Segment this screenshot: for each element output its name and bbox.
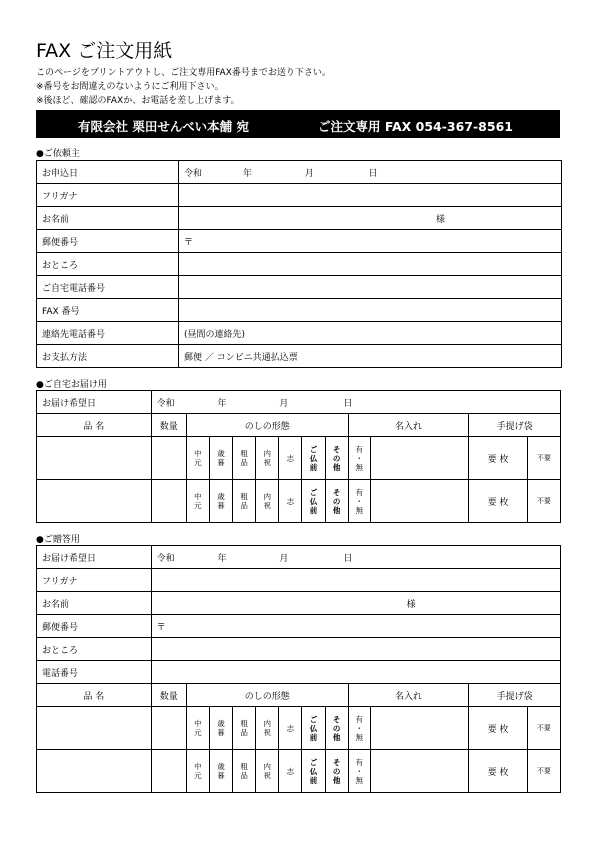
furigana-field[interactable] [151, 569, 560, 592]
vertical-char: 他 [332, 732, 341, 742]
noshi-option-seibo[interactable] [209, 750, 232, 793]
vertical-char: 有 [355, 757, 363, 767]
home-phone-field[interactable] [179, 276, 562, 299]
vertical-char: ・ [355, 766, 363, 776]
vertical-char: 有 [355, 714, 363, 724]
vertical-char: 他 [332, 462, 341, 472]
noshi-option-sohin[interactable] [233, 480, 256, 523]
vertical-char: ご [309, 444, 318, 454]
vertical-char: 祝 [263, 501, 272, 510]
quantity-field[interactable] [151, 707, 186, 750]
vertical-char: 仏 [309, 723, 318, 733]
vertical-char: 内 [263, 762, 272, 771]
noshi-option-chugen[interactable] [186, 707, 209, 750]
vertical-char: 前 [309, 732, 318, 742]
vertical-char: 志 [286, 453, 295, 463]
noshi-option-seibo[interactable] [209, 707, 232, 750]
label-name: お名前 [37, 592, 152, 615]
noshi-option-other[interactable] [325, 480, 348, 523]
noshi-option-seibo[interactable] [209, 437, 232, 480]
vertical-char: 仏 [309, 453, 318, 463]
vertical-char: 内 [263, 449, 272, 458]
noshi-option-uchiiwai[interactable] [256, 750, 279, 793]
home-delivery-table [36, 390, 561, 523]
vertical-char: 無 [355, 462, 363, 472]
section-title-gift: ●ご贈答用 [36, 535, 80, 545]
vertical-char: 元 [194, 728, 202, 737]
noshi-option-uchiiwai[interactable] [256, 437, 279, 480]
gift-table [36, 545, 561, 793]
phone-field[interactable] [151, 661, 560, 684]
header-noshi: のしの形態 [186, 684, 348, 707]
label-fax: FAX 番号 [37, 299, 179, 322]
address-field[interactable] [151, 638, 560, 661]
label-home-phone: ご自宅電話番号 [37, 276, 179, 299]
vertical-char: 元 [194, 771, 202, 780]
page-title: FAX ご注文用紙 [36, 40, 173, 62]
header-bag: 手提げ袋 [469, 684, 561, 707]
item-name-field[interactable] [37, 480, 152, 523]
noshi-option-kokorozashi[interactable] [279, 707, 302, 750]
order-row [37, 437, 561, 480]
name-print-toggle[interactable] [348, 437, 370, 480]
bag-need-field[interactable]: 要 枚 [469, 750, 527, 793]
vertical-char: 品 [240, 771, 248, 780]
vertical-char: 品 [240, 501, 248, 510]
postal-code-field[interactable]: 〒 [151, 615, 560, 638]
bag-none-option[interactable]: 不要 [527, 437, 560, 480]
vertical-char: 中 [194, 449, 202, 458]
vertical-char: 中 [194, 492, 202, 501]
name-print-toggle[interactable] [348, 480, 370, 523]
bag-need-field[interactable]: 要 枚 [469, 707, 527, 750]
payment-method-field[interactable]: 郵便 ／ コンビニ共通払込票 [179, 345, 562, 368]
vertical-char: 歳 [217, 762, 225, 771]
vertical-char: 粗 [240, 449, 248, 458]
header-item-name: 品 名 [37, 684, 152, 707]
vertical-char: 暮 [217, 728, 225, 737]
quantity-field[interactable] [151, 750, 186, 793]
noshi-option-kokorozashi[interactable] [279, 750, 302, 793]
header-bag: 手提げ袋 [469, 414, 561, 437]
company-name: 有限会社 栗田せんべい本舗 宛 [78, 119, 249, 134]
vertical-char: の [332, 453, 341, 463]
vertical-char: 無 [355, 775, 363, 785]
instruction-note: ※番号をお間違えのないようにご利用下さい。 [36, 82, 224, 92]
name-print-field[interactable] [370, 750, 469, 793]
bag-none-option[interactable]: 不要 [527, 750, 560, 793]
application-date-field[interactable]: 令和 年 月 日 [179, 161, 562, 184]
instruction-note: このページをプリントアウトし、ご注文専用FAX番号までお送り下さい。 [36, 68, 331, 78]
contact-phone-field[interactable]: (昼間の連絡先) [179, 322, 562, 345]
vertical-char: 無 [355, 505, 363, 515]
delivery-date-field[interactable]: 令和 年 月 日 [151, 546, 560, 569]
vertical-char: ・ [355, 453, 363, 463]
noshi-option-kokorozashi[interactable] [279, 480, 302, 523]
vertical-char: そ [332, 487, 341, 497]
quantity-field[interactable] [151, 437, 186, 480]
fax-field[interactable] [179, 299, 562, 322]
noshi-option-other[interactable] [325, 437, 348, 480]
noshi-option-gobutsuzen[interactable] [302, 437, 325, 480]
vertical-char: 暮 [217, 771, 225, 780]
delivery-date-field[interactable]: 令和 年 月 日 [151, 391, 560, 414]
header-name-print: 名入れ [348, 414, 469, 437]
label-furigana: フリガナ [37, 569, 152, 592]
vertical-char: ご [309, 757, 318, 767]
noshi-option-chugen[interactable] [186, 750, 209, 793]
vertical-char: 内 [263, 719, 272, 728]
name-field[interactable]: 様 [151, 592, 560, 615]
vertical-char: 祝 [263, 458, 272, 467]
vertical-char: 品 [240, 458, 248, 467]
noshi-option-gobutsuzen[interactable] [302, 707, 325, 750]
vertical-char: 他 [332, 775, 341, 785]
fax-number: ご注文専用 FAX 054-367-8561 [318, 119, 513, 134]
vertical-char: 志 [286, 496, 295, 506]
vertical-char: ご [309, 487, 318, 497]
label-name: お名前 [37, 207, 179, 230]
header-item-name: 品 名 [37, 414, 152, 437]
name-field[interactable]: 様 [179, 207, 562, 230]
noshi-option-other[interactable] [325, 750, 348, 793]
bag-none-option[interactable]: 不要 [527, 480, 560, 523]
vertical-char: 祝 [263, 771, 272, 780]
label-delivery-date: お届け希望日 [37, 391, 152, 414]
label-furigana: フリガナ [37, 184, 179, 207]
bag-none-option[interactable]: 不要 [527, 707, 560, 750]
item-name-field[interactable] [37, 750, 152, 793]
vertical-char: 有 [355, 487, 363, 497]
header-noshi: のしの形態 [186, 414, 348, 437]
name-print-toggle[interactable] [348, 750, 370, 793]
name-print-field[interactable] [370, 480, 469, 523]
noshi-option-chugen[interactable] [186, 437, 209, 480]
label-application-date: お申込日 [37, 161, 179, 184]
vertical-char: そ [332, 714, 341, 724]
furigana-field[interactable] [179, 184, 562, 207]
noshi-option-other[interactable] [325, 707, 348, 750]
vertical-char: ご [309, 714, 318, 724]
name-print-field[interactable] [370, 707, 469, 750]
noshi-option-sohin[interactable] [233, 750, 256, 793]
instruction-note: ※後ほど、確認のFAXか、お電話を差し上げます。 [36, 96, 240, 106]
requester-table [36, 160, 562, 368]
noshi-option-kokorozashi[interactable] [279, 437, 302, 480]
vertical-char: ・ [355, 496, 363, 506]
vertical-char: 歳 [217, 719, 225, 728]
vertical-char: の [332, 766, 341, 776]
vertical-char: 志 [286, 723, 295, 733]
header-quantity: 数量 [151, 414, 186, 437]
header-name-print: 名入れ [348, 684, 469, 707]
noshi-option-uchiiwai[interactable] [256, 707, 279, 750]
vertical-char: 前 [309, 775, 318, 785]
vertical-char: 無 [355, 732, 363, 742]
noshi-option-uchiiwai[interactable] [256, 480, 279, 523]
vertical-char: 中 [194, 719, 202, 728]
order-row [37, 707, 561, 750]
vertical-char: 歳 [217, 492, 225, 501]
noshi-option-gobutsuzen[interactable] [302, 480, 325, 523]
noshi-option-gobutsuzen[interactable] [302, 750, 325, 793]
vertical-char: 前 [309, 462, 318, 472]
address-field[interactable] [179, 253, 562, 276]
bag-need-field[interactable]: 要 枚 [469, 437, 527, 480]
label-phone: 電話番号 [37, 661, 152, 684]
item-name-field[interactable] [37, 707, 152, 750]
vertical-char: ・ [355, 723, 363, 733]
label-delivery-date: お届け希望日 [37, 546, 152, 569]
quantity-field[interactable] [151, 480, 186, 523]
vertical-char: 中 [194, 762, 202, 771]
label-address: おところ [37, 253, 179, 276]
vertical-char: 粗 [240, 762, 248, 771]
label-contact-phone: 連絡先電話番号 [37, 322, 179, 345]
vertical-char: 他 [332, 505, 341, 515]
header-quantity: 数量 [151, 684, 186, 707]
item-name-field[interactable] [37, 437, 152, 480]
vertical-char: の [332, 496, 341, 506]
vertical-char: 品 [240, 728, 248, 737]
vertical-char: 前 [309, 505, 318, 515]
noshi-option-chugen[interactable] [186, 480, 209, 523]
noshi-option-seibo[interactable] [209, 480, 232, 523]
order-row [37, 480, 561, 523]
vertical-char: そ [332, 444, 341, 454]
vertical-char: 仏 [309, 496, 318, 506]
label-address: おところ [37, 638, 152, 661]
vertical-char: 内 [263, 492, 272, 501]
name-print-toggle[interactable] [348, 707, 370, 750]
vertical-char: 志 [286, 766, 295, 776]
vertical-char: 有 [355, 444, 363, 454]
section-title-requester: ●ご依頼主 [36, 149, 80, 159]
bag-need-field[interactable]: 要 枚 [469, 480, 527, 523]
section-title-home-delivery: ●ご自宅お届け用 [36, 380, 107, 390]
vertical-char: 暮 [217, 501, 225, 510]
vertical-char: そ [332, 757, 341, 767]
vertical-char: 元 [194, 458, 202, 467]
vertical-char: 粗 [240, 492, 248, 501]
vertical-char: 暮 [217, 458, 225, 467]
vertical-char: の [332, 723, 341, 733]
order-row [37, 750, 561, 793]
noshi-option-sohin[interactable] [233, 437, 256, 480]
label-postal-code: 郵便番号 [37, 230, 179, 253]
vertical-char: 祝 [263, 728, 272, 737]
fax-banner [36, 110, 560, 138]
noshi-option-sohin[interactable] [233, 707, 256, 750]
name-print-field[interactable] [370, 437, 469, 480]
postal-code-field[interactable]: 〒 [179, 230, 562, 253]
vertical-char: 歳 [217, 449, 225, 458]
vertical-char: 粗 [240, 719, 248, 728]
vertical-char: 仏 [309, 766, 318, 776]
label-payment-method: お支払方法 [37, 345, 179, 368]
vertical-char: 元 [194, 501, 202, 510]
label-postal-code: 郵便番号 [37, 615, 152, 638]
